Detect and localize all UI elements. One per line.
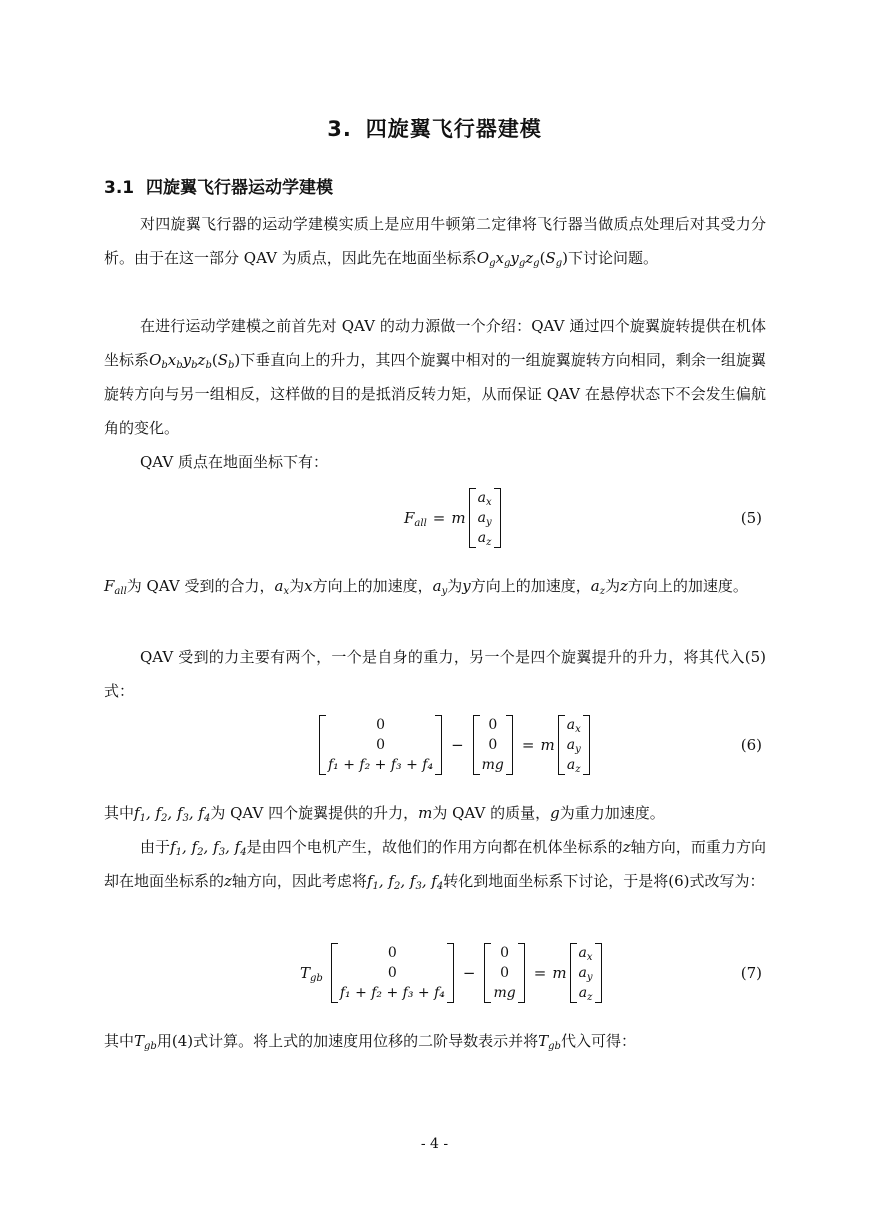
paragraph-6-text-b: 为 QAV 的质量， bbox=[432, 804, 551, 822]
paragraph-2: 在进行运动学建模之前首先对 QAV 的动力源做一个介绍：QAV 通过四个旋翼旋转提供在机体坐标系$O_bx_by_bz_b(S_b)$下垂直向上的升力，其四个旋翼中相对的一组旋翼旋转方向相同，剩余一组旋翼旋转方向与另一组相反，这样做的目的是抵消反转力矩，从而保证 QAV 在悬停状态下不会发生偏航角的变化。 bbox=[104, 317, 766, 437]
equation-6-number: (6) bbox=[740, 736, 762, 754]
paragraph-7-text-b: 轴方向，而重力方向却在地面坐标系的 bbox=[104, 838, 766, 890]
paragraph-2-text-b: 下垂直向上的升力，其四个旋翼中相对的一组旋翼旋转方向相同，剩余一组旋翼旋转方向与另一组相反，这样做的目的是抵消反转力矩，从而保证 QAV 在悬停状态下不会发生偏航角的变化。 bbox=[104, 351, 766, 437]
section-number: 3.1 bbox=[104, 178, 135, 198]
paragraph-4-text-b: 方向上的加速度， bbox=[312, 577, 433, 595]
paragraph-8: 其中$T_{gb}$用(4)式计算。将上式的加速度用位移的二阶导数表示并将$T_{gb}$代入可得： bbox=[104, 1032, 636, 1052]
equation-7-number: (7) bbox=[740, 964, 762, 982]
paragraph-5-text: QAV 受到的力主要有两个，一个是自身的重力，另一个是四个旋翼提升的升力，将其代入(5)式： bbox=[104, 648, 766, 700]
paragraph-4: $F_{all}$为 QAV 受到的合力，$a_x$为x方向上的加速度，$a_y$为y方向上的加速度，$a_z$为z方向上的加速度。 bbox=[104, 577, 748, 597]
paragraph-4-text-c: 方向上的加速度， bbox=[470, 577, 591, 595]
paragraph-4-text-a: 为 QAV 受到的合力， bbox=[126, 577, 275, 595]
chapter-title bbox=[0, 113, 869, 143]
chapter-title-text: 四旋翼飞行器建模 bbox=[365, 117, 542, 141]
paragraph-7: 由于$f_1$, $f_2$, $f_3$, $f_4$是由四个电机产生，故他们的作用方向都在机体坐标系的z轴方向，而重力方向却在地面坐标系的z轴方向，因此考虑将$f_1$, $f_2$, $f_3$, $f_4$转化到地面坐标系下讨论，于是将(6)式改写为： bbox=[104, 838, 766, 892]
chapter-number: 3. bbox=[327, 117, 352, 141]
section-title-text: 四旋翼飞行器运动学建模 bbox=[146, 178, 333, 198]
paragraph-8-text-b: 代入可得： bbox=[560, 1032, 636, 1050]
paragraph-3 bbox=[104, 445, 766, 479]
equation-5: $F_{all}$ = m $a_x$ $a_y$ $a_z$ (5) bbox=[404, 490, 762, 548]
paragraph-3-text: QAV 质点在地面坐标下有： bbox=[140, 453, 328, 471]
paragraph-6: 其中$f_1$, $f_2$, $f_3$, $f_4$为 QAV 四个旋翼提供的升力，m为 QAV 的质量，g为重力加速度。 bbox=[104, 804, 665, 824]
paragraph-4-text-d: 方向上的加速度。 bbox=[627, 577, 748, 595]
paragraph-1: 对四旋翼飞行器的运动学建模实质上是应用牛顿第二定律将飞行器当做质点处理后对其受力分析。由于在这一部分 QAV 为质点，因此先在地面坐标系$O_gx_gy_gz_g(S_g)$下讨论问题。 bbox=[104, 215, 766, 269]
paragraph-6-text-a: 为 QAV 四个旋翼提供的升力， bbox=[210, 804, 419, 822]
paragraph-7-text-d: 转化到地面坐标系下讨论，于是将(6)式改写为： bbox=[443, 872, 765, 890]
page-number: - 4 - bbox=[420, 1136, 449, 1152]
paragraph-7-text-c: 轴方向，因此考虑将 bbox=[231, 872, 367, 890]
equation-5-number: (5) bbox=[740, 509, 762, 527]
section-title bbox=[104, 173, 333, 198]
paragraph-8-text-a: 用(4)式计算。将上式的加速度用位移的二阶导数表示并将 bbox=[156, 1032, 539, 1050]
paragraph-6-text-c: 为重力加速度。 bbox=[559, 804, 665, 822]
paragraph-1-text-a: 对四旋翼飞行器的运动学建模实质上是应用牛顿第二定律将飞行器当做质点处理后对其受力分析。由于在这一部分 QAV 为质点，因此先在地面坐标系 bbox=[104, 215, 766, 267]
paragraph-5 bbox=[104, 640, 766, 708]
paragraph-1-text-b: 下讨论问题。 bbox=[567, 249, 658, 267]
paragraph-7-text-a: 是由四个电机产生，故他们的作用方向都在机体坐标系的 bbox=[246, 838, 623, 856]
equation-6: 0 0 f₁ + f₂ + f₃ + f₄ − 0 0 mg = m $a_x$ $a_y$ $a_z$ (6) bbox=[104, 710, 766, 780]
paragraph-2-text-a: 在进行运动学建模之前首先对 QAV 的动力源做一个介绍：QAV 通过四个旋翼旋转提供在机体坐标系 bbox=[104, 317, 766, 369]
equation-7: $T_{gb}$ 0 0 f₁ + f₂ + f₃ + f₄ − 0 0 mg = m $a_x$ $a_y$ $a_z$ (7) bbox=[300, 945, 762, 1003]
